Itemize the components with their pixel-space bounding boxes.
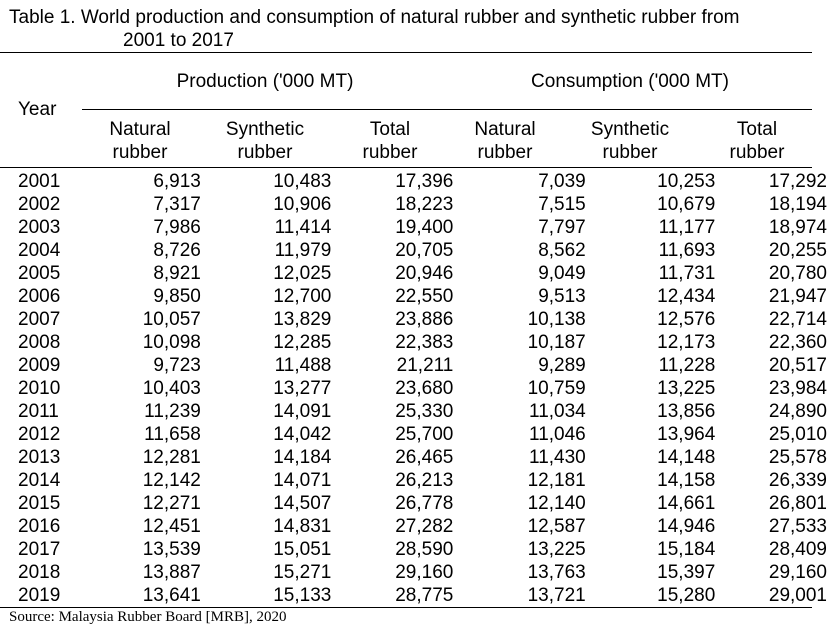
cell-prod-total: 28,775: [395, 585, 454, 606]
cell-year: 2001: [18, 171, 61, 192]
cell-cons-total: 18,194: [768, 194, 827, 215]
cell-prod-total: 26,213: [395, 470, 454, 491]
cell-cons-synthetic: 14,158: [657, 470, 716, 491]
cell-cons-total: 18,974: [768, 217, 827, 238]
prod-natural-header: [90, 118, 190, 164]
cell-cons-synthetic: 14,661: [657, 493, 716, 514]
cell-cons-total: 24,890: [768, 401, 827, 422]
cell-cons-total: 20,517: [768, 355, 827, 376]
cell-prod-total: 26,465: [395, 447, 454, 468]
cell-cons-natural: 7,039: [538, 171, 586, 192]
cell-prod-synthetic: 13,277: [273, 378, 332, 399]
cell-prod-synthetic: 13,829: [273, 309, 332, 330]
cell-year: 2006: [18, 286, 61, 307]
cell-prod-natural: 13,539: [142, 539, 201, 560]
cell-year: 2014: [18, 470, 61, 491]
table-row: [0, 216, 827, 239]
cons-synthetic-header: [570, 118, 690, 164]
cell-cons-natural: 12,587: [527, 516, 586, 537]
cell-prod-synthetic: 15,051: [273, 539, 332, 560]
cons-natural-line1: Natural: [474, 119, 536, 140]
table-row: [0, 285, 827, 308]
cell-prod-synthetic: 10,906: [273, 194, 332, 215]
cell-prod-natural: 12,281: [142, 447, 201, 468]
cell-cons-synthetic: 10,253: [657, 171, 716, 192]
prod-total-line2: rubber: [362, 142, 418, 163]
cell-cons-natural: 10,138: [527, 309, 586, 330]
data-table-body: [0, 170, 827, 607]
cell-cons-natural: 10,759: [527, 378, 586, 399]
group-header-rule: [82, 109, 812, 110]
cell-cons-total: 25,578: [768, 447, 827, 468]
prod-total-header: [345, 118, 435, 164]
cell-year: 2002: [18, 194, 61, 215]
cell-prod-synthetic: 15,271: [273, 562, 332, 583]
cell-cons-total: 17,292: [768, 171, 827, 192]
table-row: [0, 423, 827, 446]
cell-prod-natural: 8,726: [153, 240, 201, 261]
cell-cons-synthetic: 11,177: [658, 217, 716, 238]
cell-cons-total: 29,160: [768, 562, 827, 583]
cell-prod-natural: 7,317: [153, 194, 201, 215]
table-row: [0, 377, 827, 400]
cell-cons-total: 26,339: [768, 470, 827, 491]
cell-prod-synthetic: 14,184: [273, 447, 332, 468]
cell-prod-synthetic: 14,071: [273, 470, 332, 491]
production-header: Production ('000 MT): [176, 71, 354, 92]
cell-prod-natural: 9,850: [153, 286, 201, 307]
cell-cons-natural: 9,513: [538, 286, 586, 307]
table-row: [0, 308, 827, 331]
cell-cons-natural: 11,046: [529, 424, 586, 445]
cell-prod-total: 23,680: [395, 378, 454, 399]
cell-cons-total: 27,533: [768, 516, 827, 537]
cell-prod-synthetic: 14,507: [273, 493, 332, 514]
cell-prod-total: 29,160: [395, 562, 454, 583]
cell-year: 2015: [18, 493, 61, 514]
cell-prod-synthetic: 12,025: [273, 263, 332, 284]
cell-prod-total: 22,383: [395, 332, 454, 353]
caption-line-1: Table 1. World production and consumption of natural rubber and synthetic rubber from: [9, 7, 740, 28]
table-row: [0, 170, 827, 193]
table-row: [0, 584, 827, 607]
cell-year: 2018: [18, 562, 61, 583]
cell-cons-natural: 9,289: [538, 355, 586, 376]
cell-cons-synthetic: 14,148: [657, 447, 716, 468]
cons-natural-header: [455, 118, 555, 164]
table-row: [0, 538, 827, 561]
cons-synthetic-line1: Synthetic: [590, 119, 670, 140]
cell-prod-natural: 8,921: [153, 263, 201, 284]
cell-prod-total: 26,778: [395, 493, 454, 514]
cell-prod-synthetic: 11,979: [274, 240, 332, 261]
cell-year: 2005: [18, 263, 61, 284]
cell-prod-total: 27,282: [395, 516, 454, 537]
data-table: [0, 170, 827, 607]
cons-total-line1: Total: [736, 119, 778, 140]
cell-cons-synthetic: 13,225: [657, 378, 716, 399]
cell-cons-total: 29,001: [768, 585, 827, 606]
cell-prod-synthetic: 11,488: [274, 355, 332, 376]
cell-cons-natural: 11,430: [529, 447, 586, 468]
cell-prod-natural: 10,098: [142, 332, 201, 353]
cell-prod-natural: 11,658: [144, 424, 201, 445]
cell-cons-natural: 10,187: [527, 332, 586, 353]
cell-cons-synthetic: 12,173: [657, 332, 716, 353]
table-row: [0, 331, 827, 354]
cell-cons-synthetic: 15,280: [657, 585, 716, 606]
cell-cons-synthetic: 14,946: [657, 516, 716, 537]
cell-cons-natural: 13,225: [527, 539, 586, 560]
cell-year: 2019: [18, 585, 61, 606]
cell-year: 2017: [18, 539, 61, 560]
cell-prod-natural: 12,271: [142, 493, 201, 514]
table-row: [0, 262, 827, 285]
top-rule: [0, 52, 812, 53]
cell-prod-natural: 7,986: [153, 217, 201, 238]
cons-synthetic-line2: rubber: [602, 142, 658, 163]
cell-prod-natural: 12,142: [142, 470, 201, 491]
cons-natural-line2: rubber: [477, 142, 533, 163]
table-row: [0, 561, 827, 584]
table-row: [0, 515, 827, 538]
cell-year: 2010: [18, 378, 61, 399]
cell-prod-natural: 12,451: [142, 516, 201, 537]
cell-year: 2009: [18, 355, 61, 376]
cons-total-line2: rubber: [729, 142, 785, 163]
cell-prod-total: 28,590: [395, 539, 454, 560]
year-header: Year: [18, 99, 57, 120]
cell-cons-natural: 7,515: [538, 194, 586, 215]
caption-line-2: 2001 to 2017: [123, 30, 234, 51]
prod-natural-line2: rubber: [112, 142, 168, 163]
prod-synthetic-header: [205, 118, 325, 164]
prod-synthetic-line2: rubber: [237, 142, 293, 163]
cell-prod-natural: 6,913: [153, 171, 201, 192]
cell-prod-total: 21,211: [396, 355, 454, 376]
cell-cons-natural: 13,721: [527, 585, 586, 606]
table-row: [0, 239, 827, 262]
cell-prod-synthetic: 14,042: [273, 424, 332, 445]
cell-prod-natural: 11,239: [144, 401, 201, 422]
cell-prod-total: 18,223: [395, 194, 454, 215]
prod-total-line1: Total: [369, 119, 411, 140]
cell-cons-natural: 13,763: [527, 562, 586, 583]
cell-prod-natural: 13,641: [142, 585, 201, 606]
cell-year: 2011: [18, 401, 59, 422]
cell-cons-total: 25,010: [768, 424, 827, 445]
cell-year: 2007: [18, 309, 61, 330]
cell-cons-synthetic: 11,228: [658, 355, 716, 376]
cell-cons-synthetic: 11,693: [658, 240, 716, 261]
cell-year: 2012: [18, 424, 61, 445]
cell-prod-synthetic: 15,133: [273, 585, 332, 606]
cell-cons-synthetic: 13,964: [657, 424, 716, 445]
cell-prod-total: 22,550: [395, 286, 454, 307]
cell-prod-total: 25,700: [395, 424, 454, 445]
cell-year: 2003: [18, 217, 61, 238]
cell-year: 2008: [18, 332, 61, 353]
cell-cons-natural: 12,181: [527, 470, 586, 491]
cell-prod-total: 23,886: [395, 309, 454, 330]
cell-cons-natural: 9,049: [538, 263, 586, 284]
cell-prod-natural: 13,887: [142, 562, 201, 583]
cell-cons-natural: 7,797: [538, 217, 586, 238]
table-row: [0, 400, 827, 423]
table-row: [0, 193, 827, 216]
cell-cons-synthetic: 15,397: [657, 562, 716, 583]
cell-cons-synthetic: 10,679: [657, 194, 716, 215]
cell-prod-synthetic: 14,091: [273, 401, 332, 422]
bottom-rule: [0, 607, 812, 608]
cell-prod-natural: 10,057: [142, 309, 201, 330]
table-row: [0, 446, 827, 469]
cell-prod-natural: 9,723: [153, 355, 201, 376]
cell-prod-synthetic: 10,483: [273, 171, 332, 192]
cell-year: 2016: [18, 516, 61, 537]
cons-total-header: [712, 118, 802, 164]
cell-cons-synthetic: 12,434: [657, 286, 716, 307]
cell-cons-total: 26,801: [768, 493, 827, 514]
cell-cons-synthetic: 11,731: [658, 263, 716, 284]
cell-year: 2013: [18, 447, 61, 468]
cell-cons-total: 22,360: [768, 332, 827, 353]
cell-cons-total: 21,947: [768, 286, 827, 307]
cell-prod-total: 17,396: [395, 171, 454, 192]
cell-cons-total: 20,255: [768, 240, 827, 261]
cell-cons-total: 23,984: [768, 378, 827, 399]
cell-cons-total: 20,780: [768, 263, 827, 284]
cell-cons-natural: 8,562: [538, 240, 586, 261]
cell-year: 2004: [18, 240, 61, 261]
prod-natural-line1: Natural: [109, 119, 171, 140]
cell-prod-total: 19,400: [395, 217, 454, 238]
table-row: [0, 469, 827, 492]
cell-cons-total: 28,409: [768, 539, 827, 560]
table-caption: [9, 6, 809, 52]
table-row: [0, 492, 827, 515]
cell-cons-natural: 11,034: [529, 401, 586, 422]
cell-prod-synthetic: 14,831: [273, 516, 332, 537]
cell-cons-total: 22,714: [768, 309, 827, 330]
header-bottom-rule: [0, 167, 812, 168]
cell-cons-synthetic: 13,856: [657, 401, 716, 422]
cell-cons-synthetic: 12,576: [657, 309, 716, 330]
source-note: Source: Malaysia Rubber Board [MRB], 2020: [9, 609, 287, 625]
table-row: [0, 354, 827, 377]
cell-prod-synthetic: 12,700: [273, 286, 332, 307]
cell-prod-total: 20,705: [395, 240, 454, 261]
cell-prod-synthetic: 12,285: [273, 332, 332, 353]
cell-prod-total: 25,330: [395, 401, 454, 422]
cell-cons-synthetic: 15,184: [657, 539, 716, 560]
cell-prod-total: 20,946: [395, 263, 454, 284]
prod-synthetic-line1: Synthetic: [225, 119, 305, 140]
cell-prod-natural: 10,403: [142, 378, 201, 399]
consumption-header: Consumption ('000 MT): [531, 71, 729, 92]
cell-prod-synthetic: 11,414: [274, 217, 332, 238]
cell-cons-natural: 12,140: [527, 493, 586, 514]
